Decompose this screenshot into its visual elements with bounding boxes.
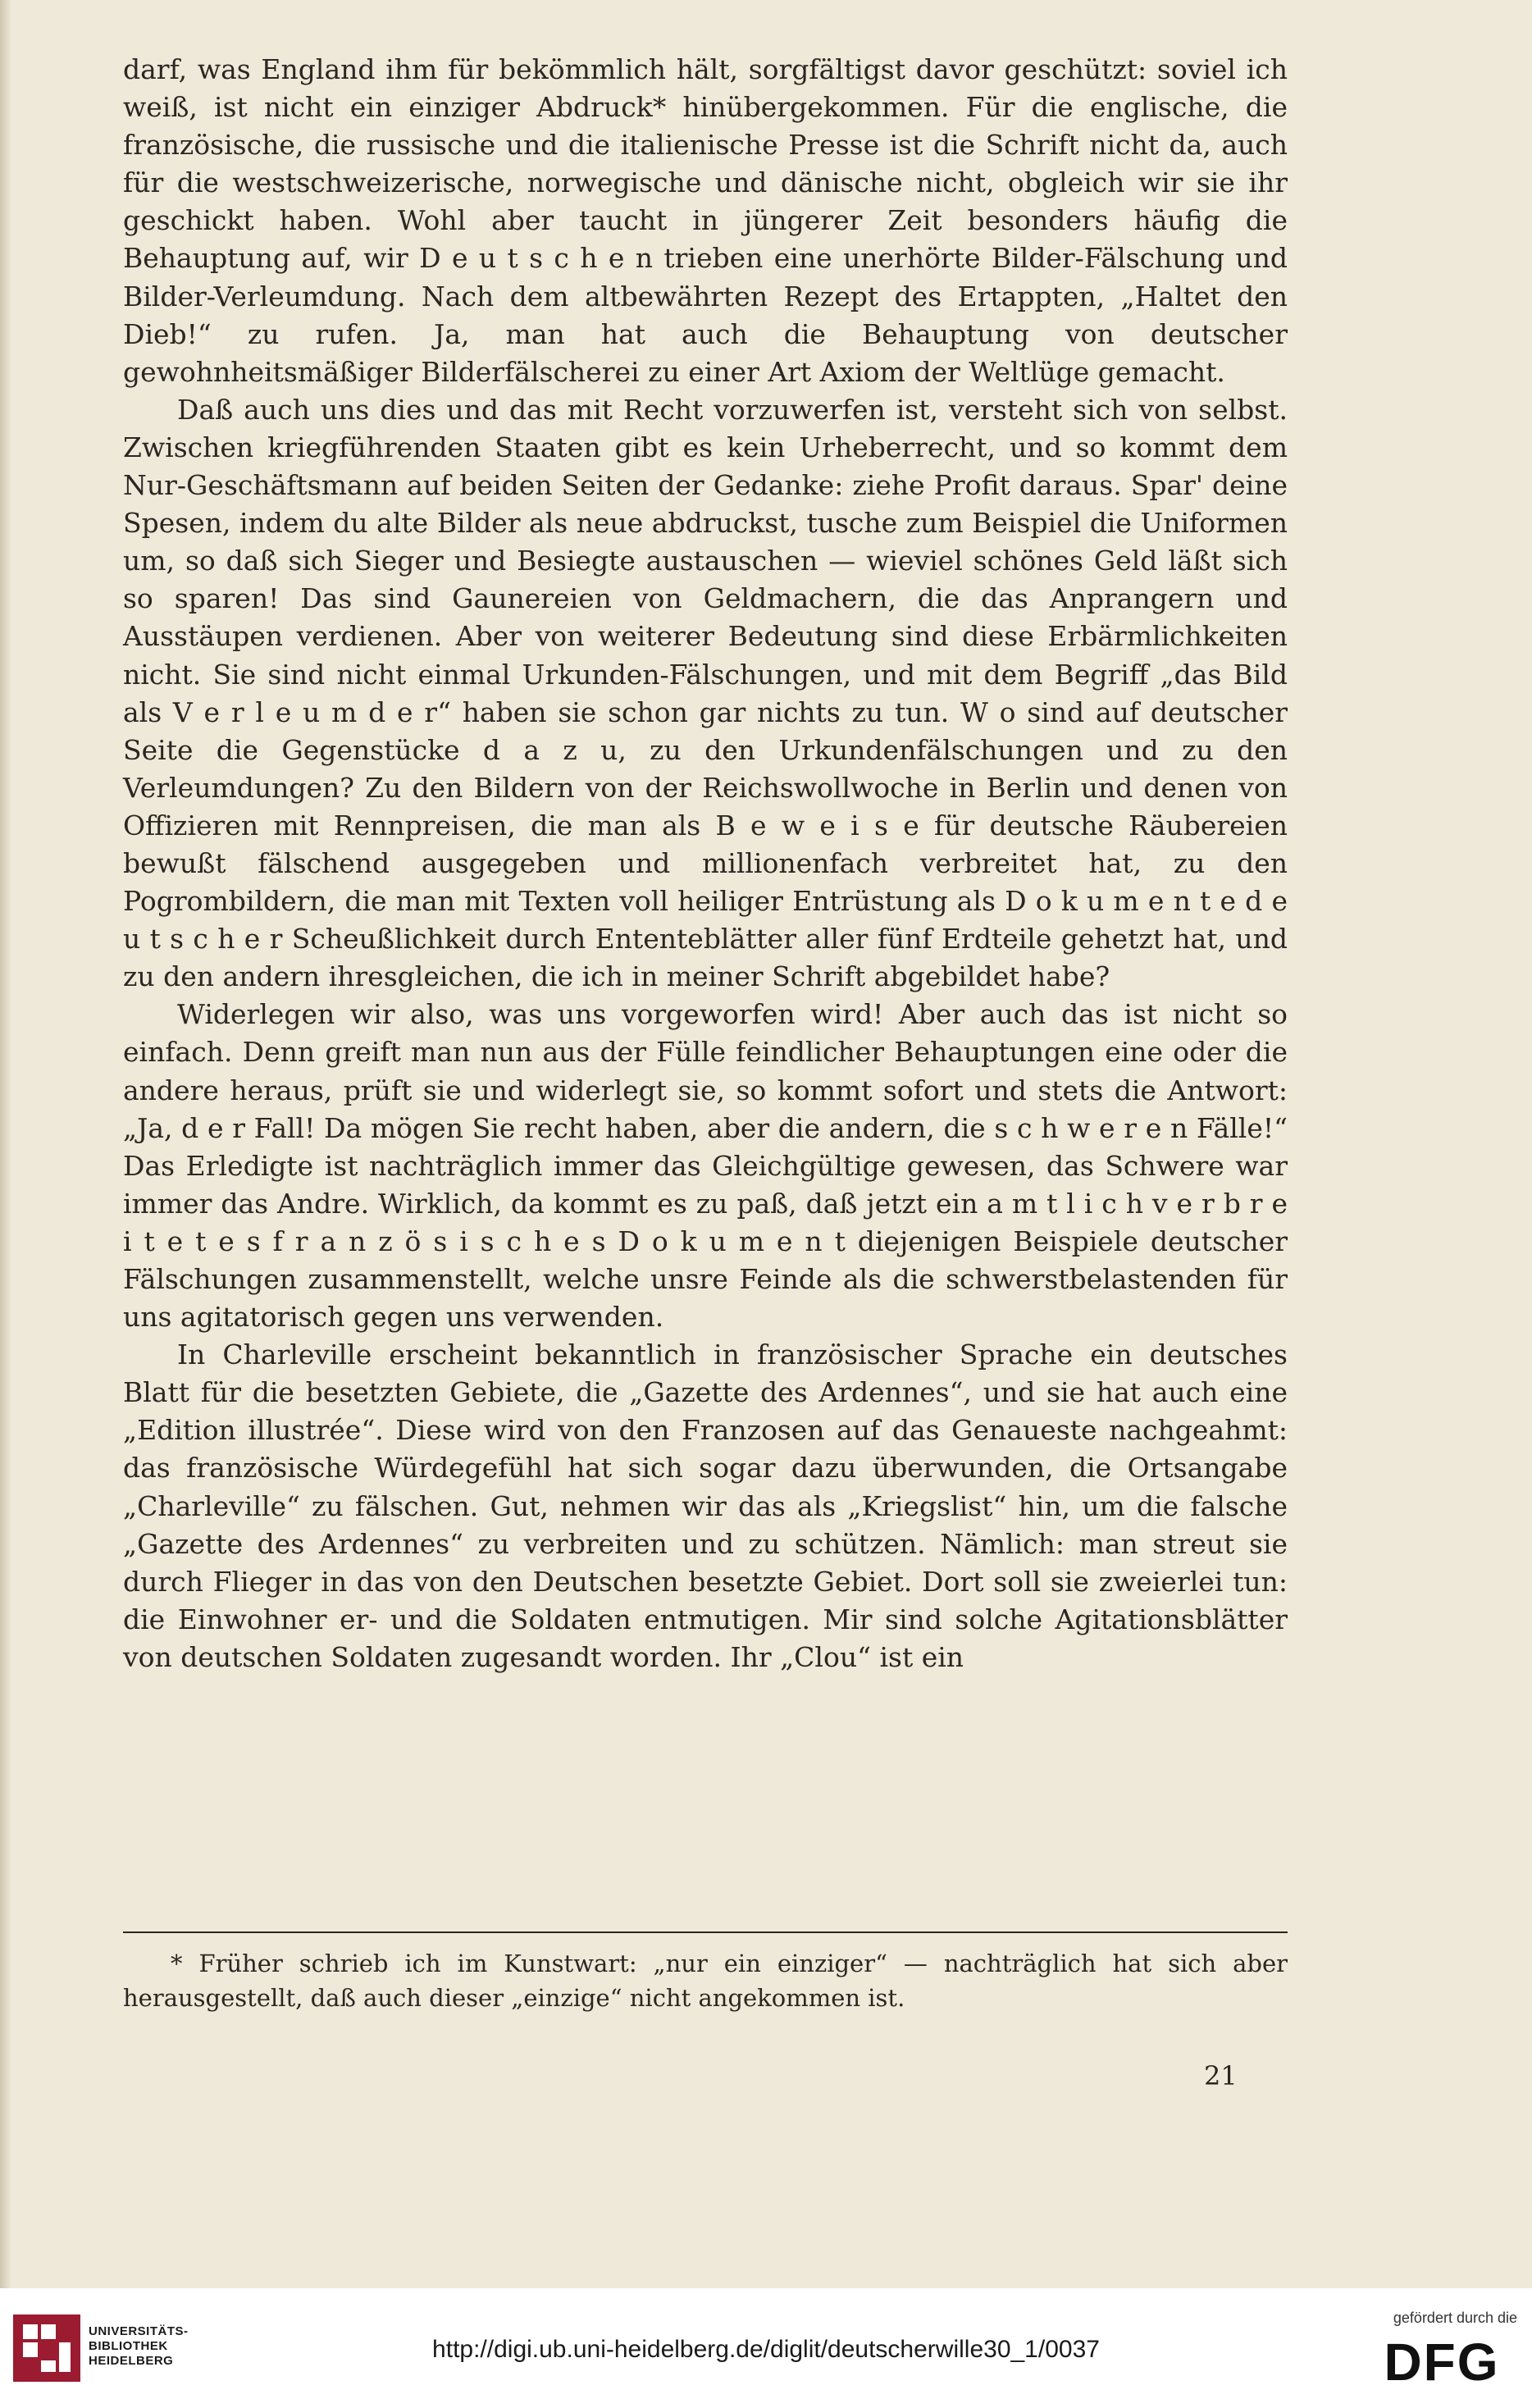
permalink-url[interactable]: http://digi.ub.uni-heidelberg.de/diglit/deutscherwille30_1/0037: [432, 2336, 1100, 2363]
page-edge-shadow: [0, 0, 11, 2288]
viewer-footer: [0, 2288, 1532, 2408]
footnote-divider: [123, 1931, 1288, 1933]
page-body-text: [123, 51, 1288, 1676]
library-name-line: HEIDELBERG: [89, 2354, 174, 2368]
paragraph: darf, was England ihm für bekömmlich hält, sorgfältigst davor geschützt: soviel ich weiß, ist nicht ein einziger Abdruck* hinübergekommen. Für die englische, die französische, die russische und die italienische Presse ist die Schrift nicht da, auch für die westschweizerische, norwegische und dänische nicht, obgleich wir sie ihr geschickt haben. Wohl aber taucht in jüngerer Zeit besonders häufig die Behauptung auf, wir D e u t s c h e n trieben eine unerhörte Bilder-Fälschung und Bilder-Verleumdung. Nach dem altbewährten Rezept des Ertappten, „Haltet den Dieb!“ zu rufen. Ja, man hat auch die Behauptung von deutscher gewohnheitsmäßiger Bilderfälscherei zu einer Art Axiom der Weltlüge gemacht.: [123, 53, 1288, 388]
footnote-text: * Früher schrieb ich im Kunstwart: „nur ein einziger“ — nachträglich hat sich aber herausgestellt, daß auch dieser „einzige“ nicht angekommen ist.: [123, 1950, 1288, 2012]
paragraph: In Charleville erscheint bekanntlich in französischer Sprache ein deutsches Blatt für die besetzten Gebiete, die „Gazette des Ardennes“, und sie hat auch eine „Edition illustrée“. Diese wird von den Franzosen auf das Genaueste nachgeahmt: das französische Würdegefühl hat sich sogar dazu überwunden, die Ortsangabe „Charleville“ zu fälschen. Gut, nehmen wir das als „Kriegslist“ hin, um die falsche „Gazette des Ardennes“ zu verbreiten und zu schützen. Nämlich: man streut sie durch Flieger in das von den Deutschen besetzte Gebiet. Dort soll sie zweierlei tun: die Einwohner er- und die Soldaten entmutigen. Mir sind solche Agitationsblätter von deutschen Soldaten zugesandt worden. Ihr „Clou“ ist ein: [123, 1339, 1288, 1673]
library-name-line: BIBLIOTHEK: [89, 2339, 168, 2353]
library-name-line: UNIVERSITÄTS-: [89, 2324, 189, 2338]
paragraph: Daß auch uns dies und das mit Recht vorzuwerfen ist, versteht sich von selbst. Zwischen kriegführenden Staaten gibt es kein Urheberrecht, und so kommt dem Nur-Geschäftsmann auf beiden Seiten der Gedanke: ziehe Profit daraus. Spar' deine Spesen, indem du alte Bilder als neue abdruckst, tusche zum Beispiel die Uniformen um, so daß sich Sieger und Besiegte austauschen — wieviel schönes Geld läßt sich so sparen! Das sind Gaunereien von Geldmachern, die das Anprangern und Ausstäupen verdienen. Aber von weiterer Bedeutung sind diese Erbärmlichkeiten nicht. Sie sind nicht einmal Urkunden-Fälschungen, und mit dem Begriff „das Bild als V e r l e u m d e r“ haben sie schon gar nichts zu tun. W o sind auf deutscher Seite die Gegenstücke d a z u, zu den Urkundenfälschungen und zu den Verleumdungen? Zu den Bildern von der Reichswollwoche in Berlin und denen von Offizieren mit Rennpreisen, die man als B e w e i s e für deutsche Räubereien bewußt fälschend ausgegeben und millionenfach verbreitet hat, zu den Pogrombildern, die man mit Texten voll heiliger Entrüstung als D o k u m e n t e d e u t s c h e r Scheußlichkeit durch Ententeblätter aller fünf Erdteile gehetzt hat, und zu den andern ihresgleichen, die ich in meiner Schrift abgebildet habe?: [123, 393, 1288, 993]
dfg-logo-icon[interactable]: [1366, 2334, 1517, 2388]
paragraph: Widerlegen wir also, was uns vorgeworfen wird! Aber auch das ist nicht so einfach. Denn greift man nun aus der Fülle feindlicher Behauptungen eine oder die andere heraus, prüft sie und widerlegt sie, so kommt sofort und stets die Antwort: „Ja, d e r Fall! Da mögen Sie recht haben, aber die andern, die s c h w e r e n Fälle!“ Das Erledigte ist nachträglich immer das Gleichgültige gewesen, das Schwere war immer das Andre. Wirklich, da kommt es zu paß, daß jetzt ein a m t l i c h v e r b r e i t e t e s f r a n z ö s i s c h e s D o k u m e n t diejenigen Beispiele deutscher Fälschungen zusammenstellt, welche unsre Feinde als die schwerstbelastenden für uns agitatorisch gegen uns verwenden.: [123, 998, 1288, 1334]
page-number: 21: [1204, 2060, 1238, 2091]
funder-caption: gefördert durch die: [1393, 2310, 1517, 2326]
dfg-logo-text: DFG: [1384, 2334, 1500, 2388]
footnote: [123, 1946, 1288, 2015]
